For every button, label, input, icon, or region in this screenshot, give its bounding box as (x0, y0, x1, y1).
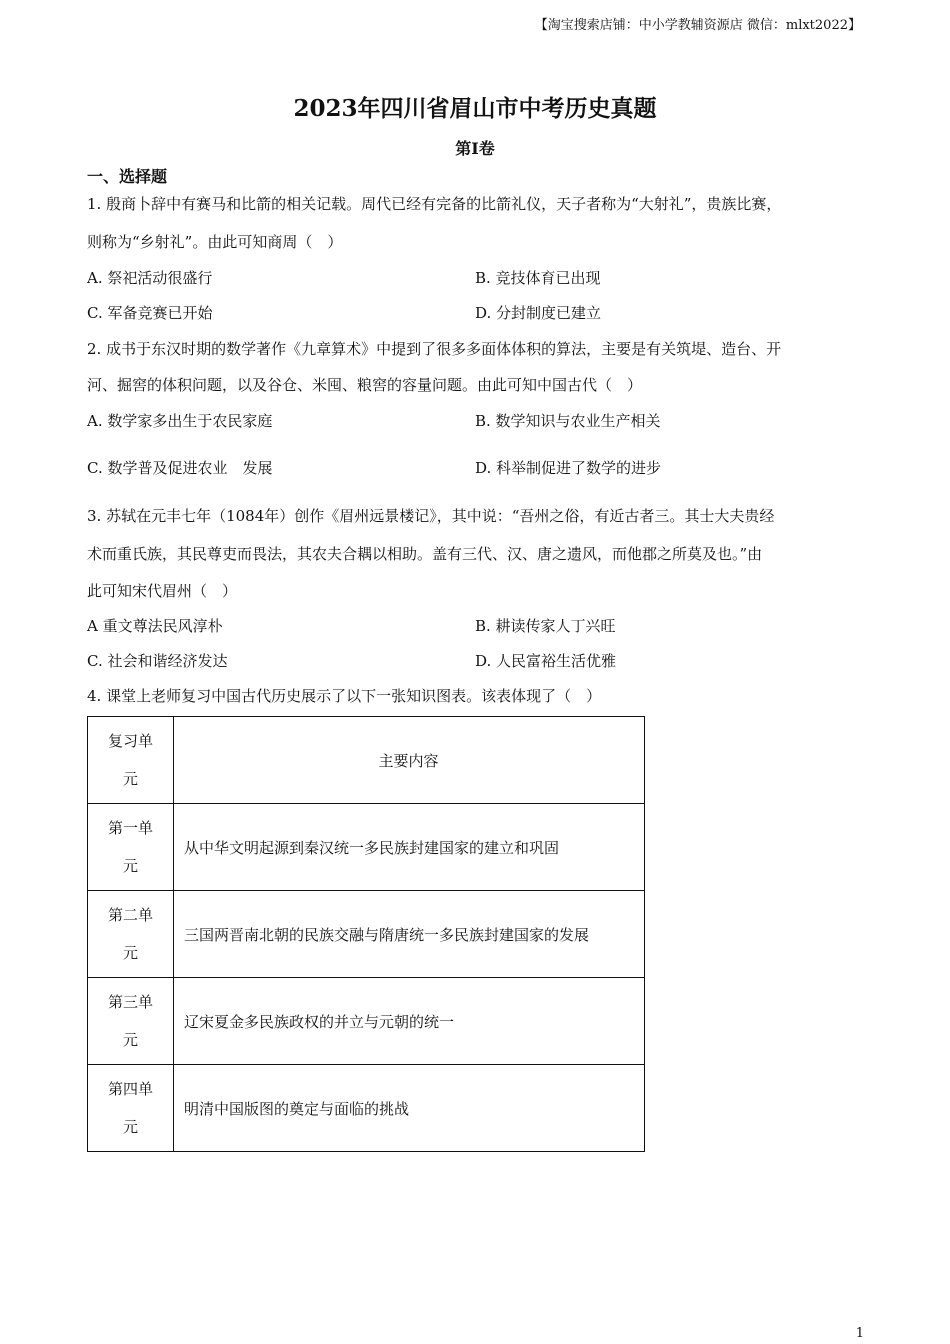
question-3-option-b: B. 耕读传家人丁兴旺 (475, 617, 616, 635)
question-4-line-1: 4. 课堂上老师复习中国古代历史展示了以下一张知识图表。该表体现了（ ） (87, 687, 602, 705)
question-1-option-a: A. 祭祀活动很盛行 (87, 269, 213, 287)
table-header-content: 主要内容 (174, 717, 645, 804)
question-2-option-c: C. 数学普及促进农业 发展 (87, 459, 273, 477)
table-cell-content: 从中华文明起源到秦汉统一多民族封建国家的建立和巩固 (174, 804, 645, 891)
question-3-option-d: D. 人民富裕生活优雅 (475, 652, 617, 670)
section-heading: 一、选择题 (87, 167, 168, 186)
question-2-option-d: D. 科举制促进了数学的进步 (475, 459, 662, 477)
question-3-line-1: 3. 苏轼在元丰七年（1084年）创作《眉州远景楼记》，其中说：“吾州之俗，有近古者三。其士大夫贵经 (87, 507, 775, 525)
table-cell-content: 三国两晋南北朝的民族交融与隋唐统一多民族封建国家的发展 (174, 891, 645, 978)
question-1-option-c: C. 军备竞赛已开始 (87, 304, 213, 322)
question-1-line-2: 则称为“乡射礼”。由此可知商周（ ） (87, 233, 343, 251)
table-row (88, 804, 645, 891)
page-subtitle: 第I卷 (455, 139, 495, 158)
table-row (88, 1065, 645, 1152)
question-3-option-c: C. 社会和谐经济发达 (87, 652, 228, 670)
question-2-option-b: B. 数学知识与农业生产相关 (475, 412, 661, 430)
header-note: 【淘宝搜索店铺：中小学教辅资源店 微信：mlxt2022】 (534, 18, 861, 33)
table-cell-content: 明清中国版图的奠定与面临的挑战 (174, 1065, 645, 1152)
table-row (88, 978, 645, 1065)
table-header-row (88, 717, 645, 804)
table-cell-unit: 第四单元 (88, 1065, 174, 1152)
page-title: 2023年四川省眉山市中考历史真题 (293, 95, 657, 122)
question-3-line-3: 此可知宋代眉州（ ） (87, 582, 238, 600)
table-cell-unit: 第二单元 (88, 891, 174, 978)
table-row (88, 891, 645, 978)
table-cell-unit: 第三单元 (88, 978, 174, 1065)
question-2-option-a: A. 数学家多出生于农民家庭 (87, 412, 273, 430)
table-cell-content: 辽宋夏金多民族政权的并立与元朝的统一 (174, 978, 645, 1065)
question-3-option-a: A 重文尊法民风淳朴 (87, 617, 223, 635)
question-1-line-1: 1. 殷商卜辞中有赛马和比箭的相关记载。周代已经有完备的比箭礼仪，天子者称为“大射礼”，贵族比赛， (87, 195, 782, 213)
question-1-option-d: D. 分封制度已建立 (475, 304, 602, 322)
question-2-line-1: 2. 成书于东汉时期的数学著作《九章算术》中提到了很多多面体体积的算法，主要是有关筑堤、造台、开 (87, 340, 782, 358)
page-number: 1 (855, 1326, 864, 1341)
table-cell-unit: 第一单元 (88, 804, 174, 891)
question-1-option-b: B. 竞技体育已出现 (475, 269, 601, 287)
question-2-line-2: 河、掘窖的体积问题，以及谷仓、米囤、粮窖的容量问题。由此可知中国古代（ ） (87, 376, 643, 394)
table-header-unit: 复习单元 (88, 717, 174, 804)
question-3-line-2: 术而重氏族，其民尊吏而畏法，其农夫合耦以相助。盖有三代、汉、唐之遗风，而他郡之所莫及也。”由 (87, 545, 763, 563)
review-units-table (87, 716, 645, 1152)
